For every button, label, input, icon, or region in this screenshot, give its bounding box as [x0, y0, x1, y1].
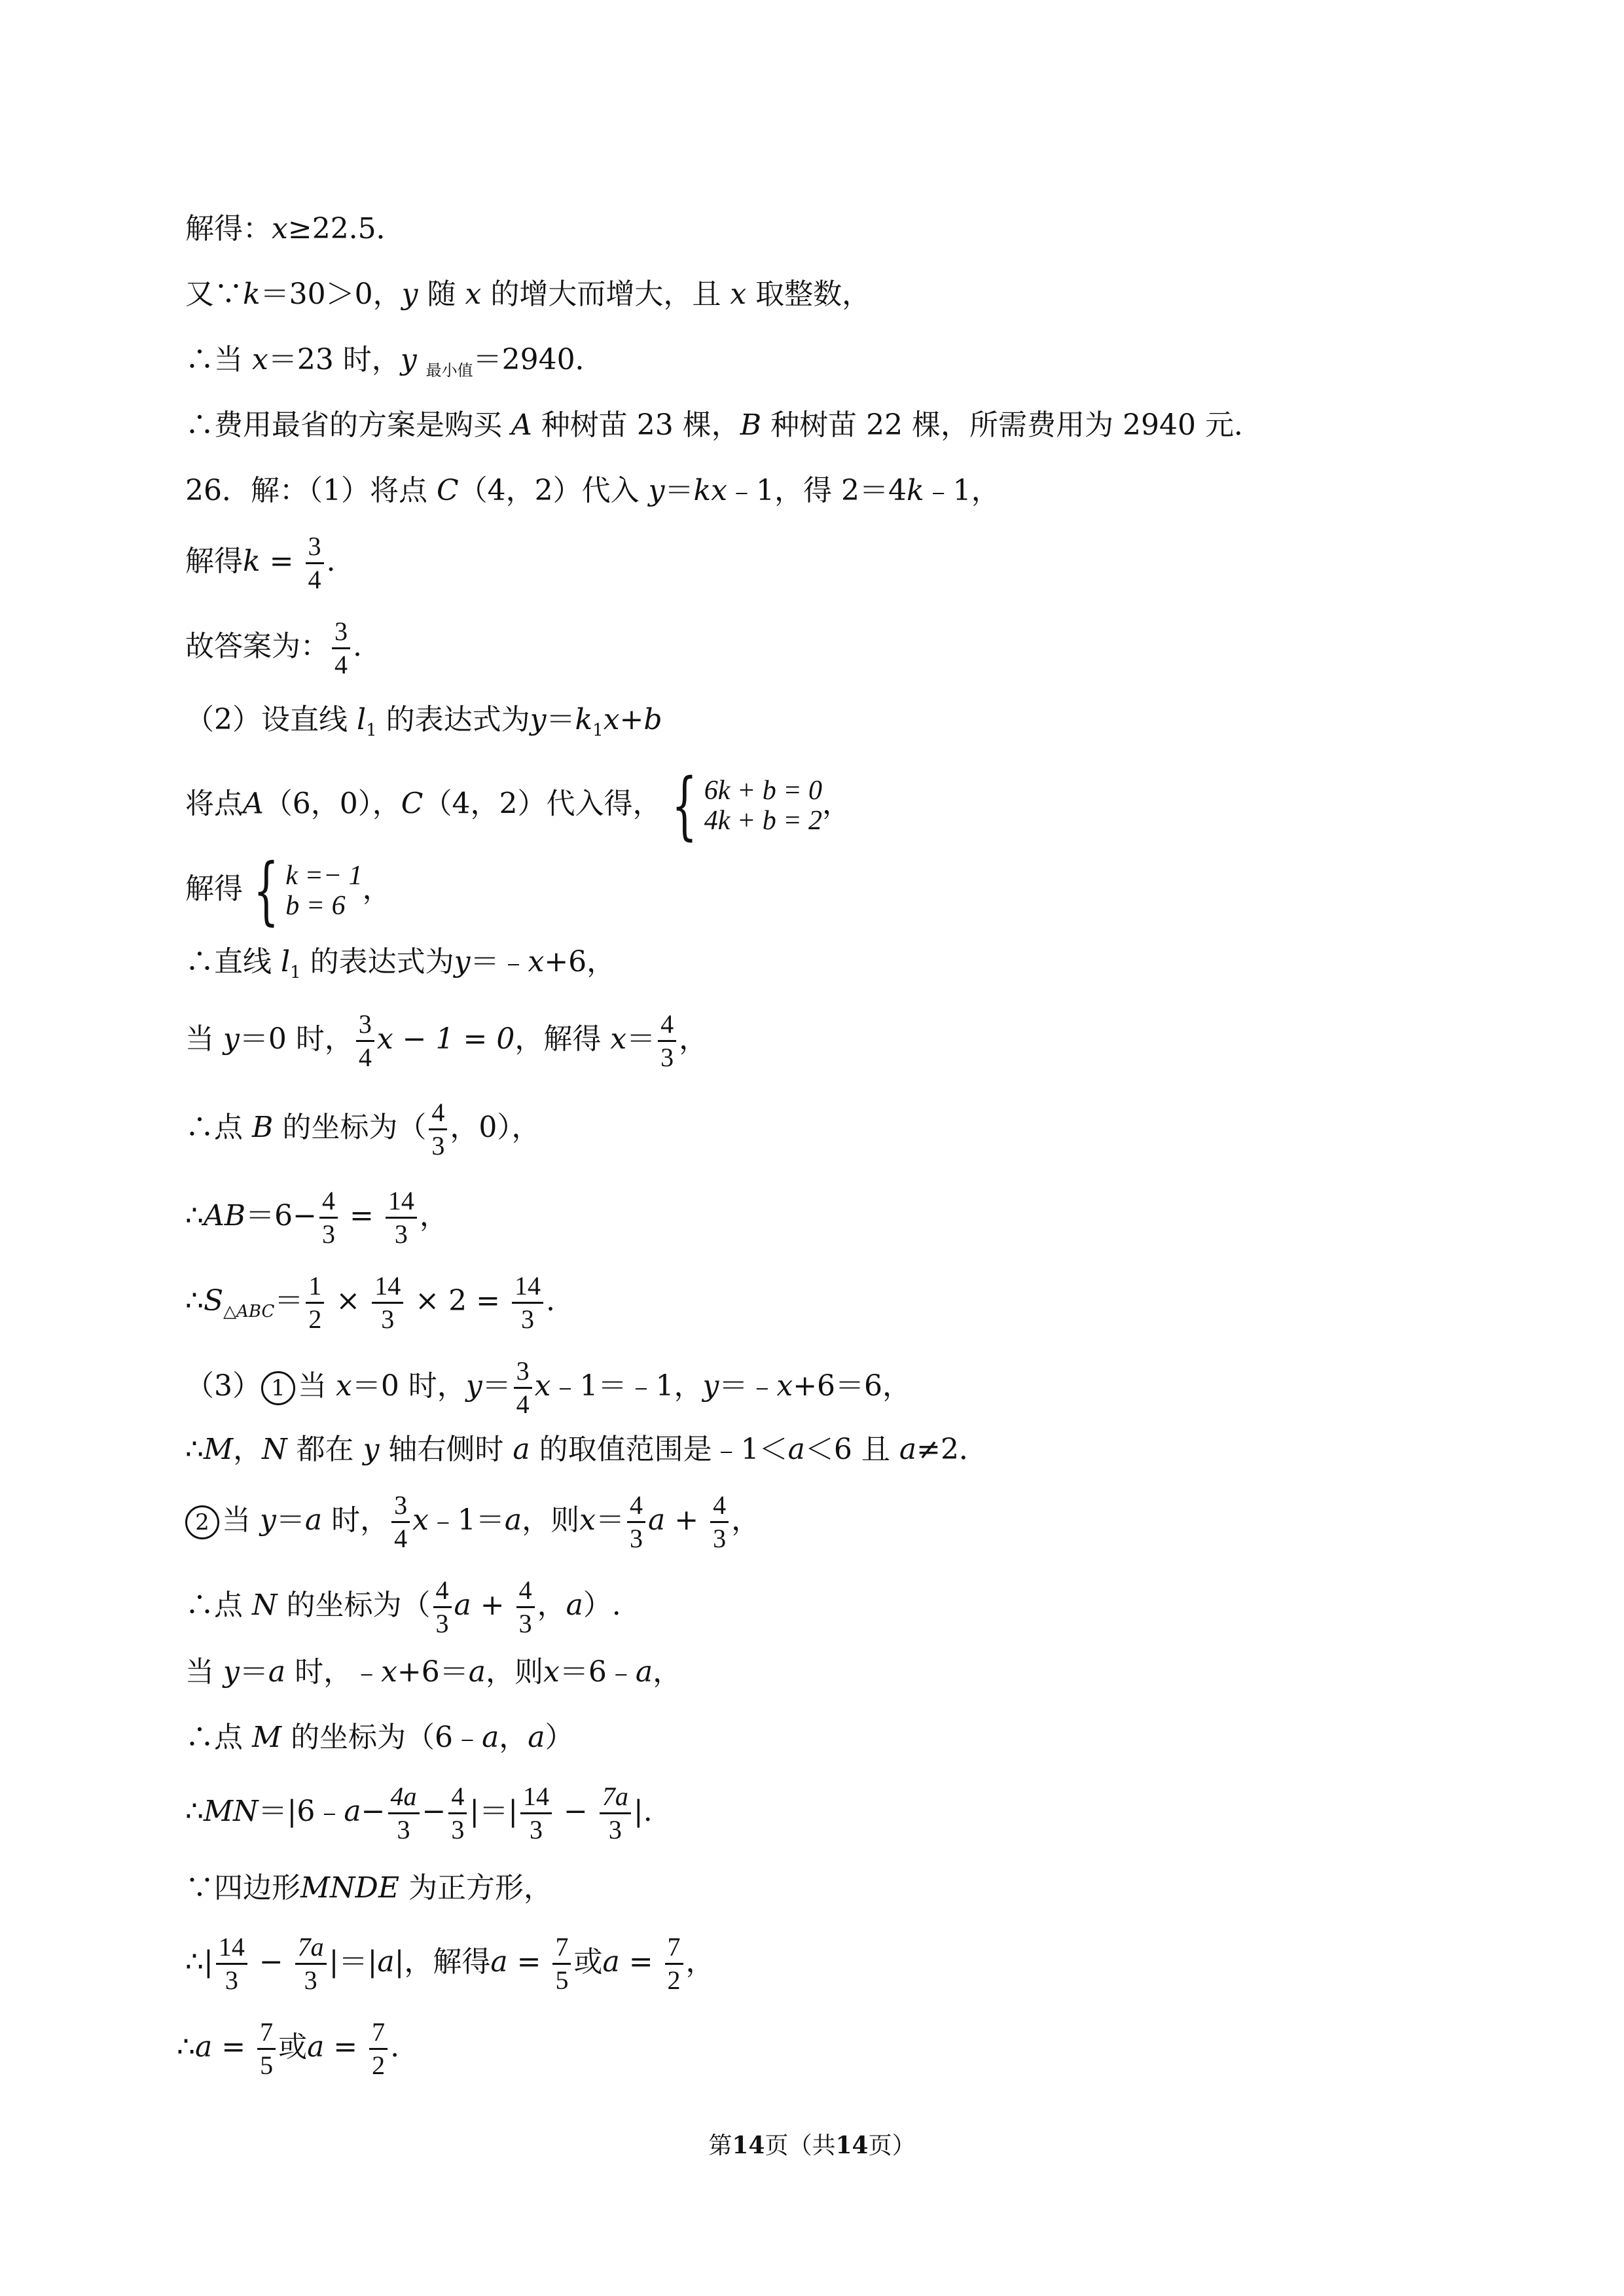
var: kx: [693, 474, 727, 507]
text: +: [619, 703, 644, 736]
line-11: [185, 942, 615, 992]
var: C: [401, 787, 424, 821]
text: ＝6−: [245, 1199, 317, 1232]
var: a: [482, 1721, 499, 1754]
numerator: 7a: [600, 1784, 631, 1814]
text: ∵四边形: [185, 1871, 300, 1905]
page-number: 14: [732, 2132, 765, 2159]
text: ﹣1＝: [428, 1503, 505, 1537]
var: MNDE: [300, 1871, 399, 1905]
text: .: [326, 545, 336, 578]
denominator: 3: [304, 1965, 317, 1995]
text: 第: [708, 2132, 732, 2159]
circled-number: 1: [261, 1371, 295, 1405]
text: 当: [222, 1503, 251, 1537]
var: x: [272, 212, 288, 245]
text: ∴点: [185, 1721, 243, 1754]
text: 为正方形，: [408, 1871, 552, 1905]
denominator: 3: [431, 1131, 445, 1160]
text: ＝|6﹣: [258, 1795, 344, 1828]
line-5: [185, 471, 1000, 511]
denominator: 3: [397, 1815, 410, 1844]
text: ＝: [276, 1503, 305, 1537]
text: ﹣1，: [924, 474, 1000, 507]
equation-system: [661, 763, 823, 848]
text: 都在: [296, 1433, 354, 1466]
fraction: [665, 1934, 683, 1994]
subscript: 1: [366, 721, 377, 740]
text: ）.: [583, 1588, 621, 1622]
line-22: [185, 1784, 653, 1843]
equation-row: k =− 1: [285, 861, 363, 891]
var: k: [243, 278, 261, 311]
var: x: [381, 1655, 397, 1689]
text: ＝: [239, 1655, 268, 1689]
var: N: [262, 1433, 287, 1466]
text: ＝: [664, 474, 694, 507]
text: .: [390, 2030, 400, 2064]
equation-row: 6k + b = 0: [704, 776, 823, 806]
text: −: [249, 1945, 293, 1979]
text: ≠2．: [916, 1433, 988, 1466]
text: ∴: [177, 2030, 195, 2064]
var: a: [504, 1503, 522, 1537]
text: 随: [427, 278, 456, 311]
text: +6＝6，: [793, 1369, 912, 1403]
line-18: [185, 1492, 760, 1552]
var: B: [252, 1111, 274, 1144]
var: a: [268, 1655, 286, 1689]
line-15: [185, 1273, 555, 1333]
math: a +: [647, 1503, 708, 1537]
line-6: [185, 533, 336, 593]
denominator: 4: [516, 1390, 530, 1419]
text: ∴当: [185, 343, 243, 376]
text: |.: [633, 1795, 653, 1828]
denominator: 4: [308, 565, 321, 594]
line-20: [185, 1653, 681, 1692]
var: a: [566, 1588, 583, 1622]
line-8: [185, 700, 662, 750]
denominator: 3: [381, 1304, 395, 1334]
numerator: 4: [516, 1577, 535, 1608]
text: ＝0 时，: [352, 1369, 466, 1403]
var: x: [412, 1503, 429, 1537]
var: y: [648, 474, 665, 507]
var: a: [528, 1721, 545, 1754]
text: （6，0），: [263, 787, 401, 821]
var: y: [702, 1369, 719, 1403]
fraction: [306, 533, 324, 593]
text: 故答案为：: [185, 630, 329, 663]
text: ﹣1＝﹣1，: [550, 1369, 703, 1403]
var: x: [534, 1369, 551, 1403]
equation-row: b = 6: [285, 891, 346, 921]
fraction: [600, 1784, 631, 1843]
subscript: 1: [290, 963, 301, 982]
math: a =: [490, 1945, 550, 1979]
denominator: 3: [520, 1304, 534, 1334]
page-footer: [0, 2127, 1624, 2161]
var: y: [400, 343, 417, 376]
text: 的坐标为（: [282, 1111, 427, 1144]
denominator: 3: [530, 1815, 543, 1844]
var: a: [344, 1795, 361, 1828]
var: b: [643, 703, 662, 736]
text: 的表达式为: [310, 945, 454, 978]
text: 的取值范围是﹣1＜: [539, 1433, 788, 1466]
text: 解得：: [185, 212, 272, 245]
fraction: [372, 1273, 403, 1333]
line-14: [185, 1188, 448, 1247]
fraction: [710, 1492, 729, 1552]
text: 种树苗 22 棵，所需费用为 2940 元．: [770, 408, 1263, 442]
numerator: 4: [710, 1492, 729, 1523]
text: ，解得: [514, 1022, 602, 1056]
var: y: [401, 278, 418, 311]
denominator: 2: [667, 1965, 681, 1995]
text: 或: [278, 2030, 308, 2064]
var: C: [436, 474, 459, 507]
text: 又∵: [185, 278, 243, 311]
text: 26．解：（1）将点: [185, 474, 427, 507]
text: ，: [233, 1433, 262, 1466]
text: 轴右侧时: [388, 1433, 504, 1466]
var: a: [513, 1433, 530, 1466]
numerator: 7: [552, 1934, 571, 1965]
brace: {: [253, 848, 280, 933]
numerator: 4: [429, 1100, 447, 1130]
text: ＝: [482, 1369, 511, 1403]
line-4: [185, 406, 1263, 445]
math: a =: [602, 1945, 662, 1979]
numerator: 3: [306, 533, 324, 564]
math: x − 1 = 0: [376, 1022, 515, 1056]
denominator: 4: [394, 1524, 408, 1553]
text: ＝﹣: [470, 945, 528, 978]
text: =: [340, 1199, 383, 1232]
text: ＝2940．: [473, 343, 604, 376]
circled-number: 2: [185, 1505, 219, 1539]
var: a: [377, 1945, 395, 1979]
line-7: [185, 619, 362, 678]
var: y: [223, 1022, 240, 1056]
text: ∴点: [185, 1111, 243, 1144]
text: ∴: [185, 1795, 204, 1828]
text: 的坐标为（6﹣: [291, 1721, 482, 1754]
line-13: [185, 1100, 540, 1159]
text: 种树苗 23 棵，: [541, 408, 740, 442]
fraction: [516, 1577, 535, 1637]
text: 的增大而增大，且: [490, 278, 721, 311]
text: +6，: [544, 945, 616, 978]
text: ＝: [595, 1503, 624, 1537]
brace: {: [672, 763, 698, 848]
denominator: 5: [260, 2051, 274, 2080]
var: y: [530, 703, 547, 736]
var: x: [603, 703, 620, 736]
text: 解得: [185, 872, 243, 906]
var: a: [304, 1503, 323, 1537]
text: ＝0 时，: [239, 1022, 353, 1056]
denominator: 3: [451, 1815, 465, 1844]
var: k: [906, 474, 924, 507]
numerator: 4: [448, 1784, 467, 1814]
text: ＝6﹣: [559, 1655, 636, 1689]
numerator: 1: [306, 1273, 324, 1304]
text: （3）: [185, 1369, 261, 1403]
fraction: [658, 1011, 676, 1071]
numerator: 3: [514, 1358, 532, 1389]
text: ，: [822, 787, 852, 821]
text: 的坐标为（: [286, 1588, 431, 1622]
text: ，: [419, 1199, 448, 1232]
line-16: [185, 1358, 911, 1418]
var: k: [243, 545, 261, 578]
line-2: [185, 275, 871, 314]
text: ，则: [486, 1655, 544, 1689]
text: ＝: [626, 1022, 656, 1056]
text: 当: [185, 1655, 214, 1689]
var: x: [730, 278, 747, 311]
var: y: [465, 1369, 482, 1403]
text: 解得: [185, 545, 243, 578]
denominator: 3: [435, 1609, 449, 1638]
math: a =: [195, 2030, 255, 2064]
var: l: [357, 703, 367, 736]
fraction: [319, 1188, 338, 1247]
page-total: 14: [835, 2132, 869, 2159]
denominator: 2: [372, 2051, 386, 2080]
text: （4，2）代入: [458, 474, 640, 507]
var: A: [511, 408, 532, 442]
fraction: [391, 1492, 410, 1552]
numerator: 14: [216, 1934, 247, 1965]
denominator: 3: [608, 1815, 622, 1844]
text: ＝30＞0，: [260, 278, 402, 311]
text: ∴费用最省的方案是购买: [185, 408, 502, 442]
numerator: 14: [520, 1784, 552, 1814]
var: B: [740, 408, 762, 442]
text: × 2 =: [406, 1284, 509, 1318]
numerator: 4: [319, 1188, 338, 1219]
text: 将点: [185, 787, 243, 821]
numerator: 4: [658, 1011, 676, 1042]
var: M: [252, 1721, 282, 1754]
var: x: [528, 945, 545, 978]
var: y: [223, 1655, 240, 1689]
var: N: [252, 1588, 278, 1622]
fraction: [356, 1011, 374, 1071]
text: 时，﹣: [295, 1655, 382, 1689]
denominator: 4: [334, 650, 348, 679]
denominator: 3: [225, 1965, 238, 1995]
text: ∴直线: [185, 945, 272, 978]
line-1: [185, 209, 405, 249]
numerator: 3: [356, 1011, 374, 1042]
numerator: 7a: [295, 1934, 327, 1965]
line-10: [185, 848, 391, 933]
text: ）: [545, 1721, 574, 1754]
denominator: 3: [629, 1524, 643, 1553]
fraction: [216, 1934, 247, 1994]
fraction: [627, 1492, 645, 1552]
line-23: [185, 1869, 552, 1908]
text: 当: [298, 1369, 327, 1403]
denominator: 3: [394, 1219, 408, 1249]
numerator: 4: [627, 1492, 645, 1523]
text: ＝: [274, 1284, 304, 1318]
denominator: 3: [518, 1609, 532, 1638]
text: ，0），: [450, 1111, 541, 1144]
text: +6＝: [397, 1655, 469, 1689]
denominator: 3: [660, 1043, 674, 1072]
var: x: [336, 1369, 352, 1403]
denominator: 4: [358, 1043, 372, 1072]
text: ∴|: [185, 1945, 213, 1979]
fraction: [552, 1934, 571, 1994]
math: a =: [307, 2030, 367, 2064]
line-24: [185, 1934, 715, 1994]
line-3: [185, 340, 604, 390]
text: ∴点: [185, 1588, 243, 1622]
var: k: [575, 703, 593, 736]
var: y: [260, 1503, 276, 1537]
fraction: [369, 2019, 388, 2079]
text: （2）设直线: [185, 703, 348, 736]
text: ＜6 且: [804, 1433, 890, 1466]
text: =: [260, 545, 303, 578]
fraction: [257, 2019, 276, 2079]
var: MN: [204, 1795, 259, 1828]
text: ＝23 时，: [268, 343, 401, 376]
var: AB: [204, 1199, 246, 1232]
text: 页）: [868, 2132, 916, 2159]
text: ≥22.5．: [287, 212, 405, 245]
fraction: [429, 1100, 447, 1159]
numerator: 14: [512, 1273, 543, 1304]
line-9: [185, 763, 852, 848]
text: ×: [327, 1284, 370, 1318]
subscript: 1: [592, 721, 604, 740]
numerator: 14: [372, 1273, 403, 1304]
var: A: [243, 787, 264, 821]
var: l: [281, 945, 291, 978]
numerator: 4: [433, 1577, 452, 1608]
var: y: [363, 1433, 380, 1466]
denominator: 2: [308, 1304, 322, 1334]
text: 时，: [331, 1503, 389, 1537]
line-17: [185, 1430, 988, 1469]
text: .: [353, 630, 362, 663]
numerator: 14: [386, 1188, 417, 1219]
var: x: [610, 1022, 627, 1056]
line-19: [185, 1577, 621, 1637]
var: a: [468, 1655, 486, 1689]
text: |＝|: [329, 1945, 378, 1979]
numerator: 7: [665, 1934, 683, 1965]
text: 或: [573, 1945, 603, 1979]
text: ＝: [546, 703, 575, 736]
text: ，: [653, 1655, 682, 1689]
var: x: [252, 343, 268, 376]
text: 当: [185, 1022, 214, 1056]
text: ∴: [185, 1284, 204, 1318]
text: ，: [685, 1945, 715, 1979]
var: x: [776, 1369, 793, 1403]
subscript: △ABC: [223, 1302, 275, 1321]
fraction: [386, 1188, 417, 1247]
equation-system: [243, 848, 363, 933]
var: x: [543, 1655, 560, 1689]
equation-row: 4k + b = 2: [704, 806, 823, 836]
text: ∴: [185, 1433, 204, 1466]
denominator: 3: [321, 1219, 335, 1249]
var: x: [579, 1503, 596, 1537]
numerator: 7: [257, 2019, 276, 2050]
fraction: [332, 619, 350, 678]
var: S: [204, 1284, 224, 1318]
text: ﹣1，得 2＝4: [727, 474, 907, 507]
fraction: [388, 1784, 420, 1843]
fraction: [520, 1784, 552, 1843]
text: .: [545, 1284, 555, 1318]
text: 的表达式为: [386, 703, 530, 736]
text: ，则: [522, 1503, 580, 1537]
text: −: [422, 1795, 446, 1828]
numerator: 4a: [388, 1784, 420, 1814]
fraction: [295, 1934, 327, 1994]
numerator: 3: [332, 619, 350, 649]
subscript: 最小值: [425, 361, 473, 380]
fraction: [306, 1273, 324, 1333]
line-12: [185, 1011, 708, 1071]
text: |，解得: [394, 1945, 491, 1979]
denominator: 3: [713, 1524, 727, 1553]
line-21: [185, 1718, 574, 1757]
text: ，: [731, 1503, 761, 1537]
text: |＝|: [469, 1795, 518, 1828]
var: a: [787, 1433, 805, 1466]
text: ＝﹣: [719, 1369, 777, 1403]
fraction: [514, 1358, 532, 1418]
fraction: [448, 1784, 467, 1843]
text: ，: [679, 1022, 708, 1056]
numerator: 7: [369, 2019, 388, 2050]
var: y: [454, 945, 471, 978]
text: （4，2）代入得，: [423, 787, 662, 821]
text: −: [554, 1795, 597, 1828]
denominator: 5: [555, 1965, 569, 1995]
text: ，: [362, 872, 391, 906]
var: x: [465, 278, 482, 311]
fraction: [433, 1577, 452, 1637]
text: 取整数，: [755, 278, 871, 311]
fraction: [512, 1273, 543, 1333]
text: ，: [499, 1721, 528, 1754]
text: 页（共: [765, 2132, 836, 2159]
var: M: [204, 1433, 234, 1466]
text: −: [361, 1795, 386, 1828]
math: a +: [454, 1588, 514, 1622]
var: a: [635, 1655, 653, 1689]
var: a: [899, 1433, 917, 1466]
line-25: [177, 2019, 399, 2079]
numerator: 3: [391, 1492, 410, 1523]
text: ，: [537, 1588, 566, 1622]
text: ∴: [185, 1199, 204, 1232]
